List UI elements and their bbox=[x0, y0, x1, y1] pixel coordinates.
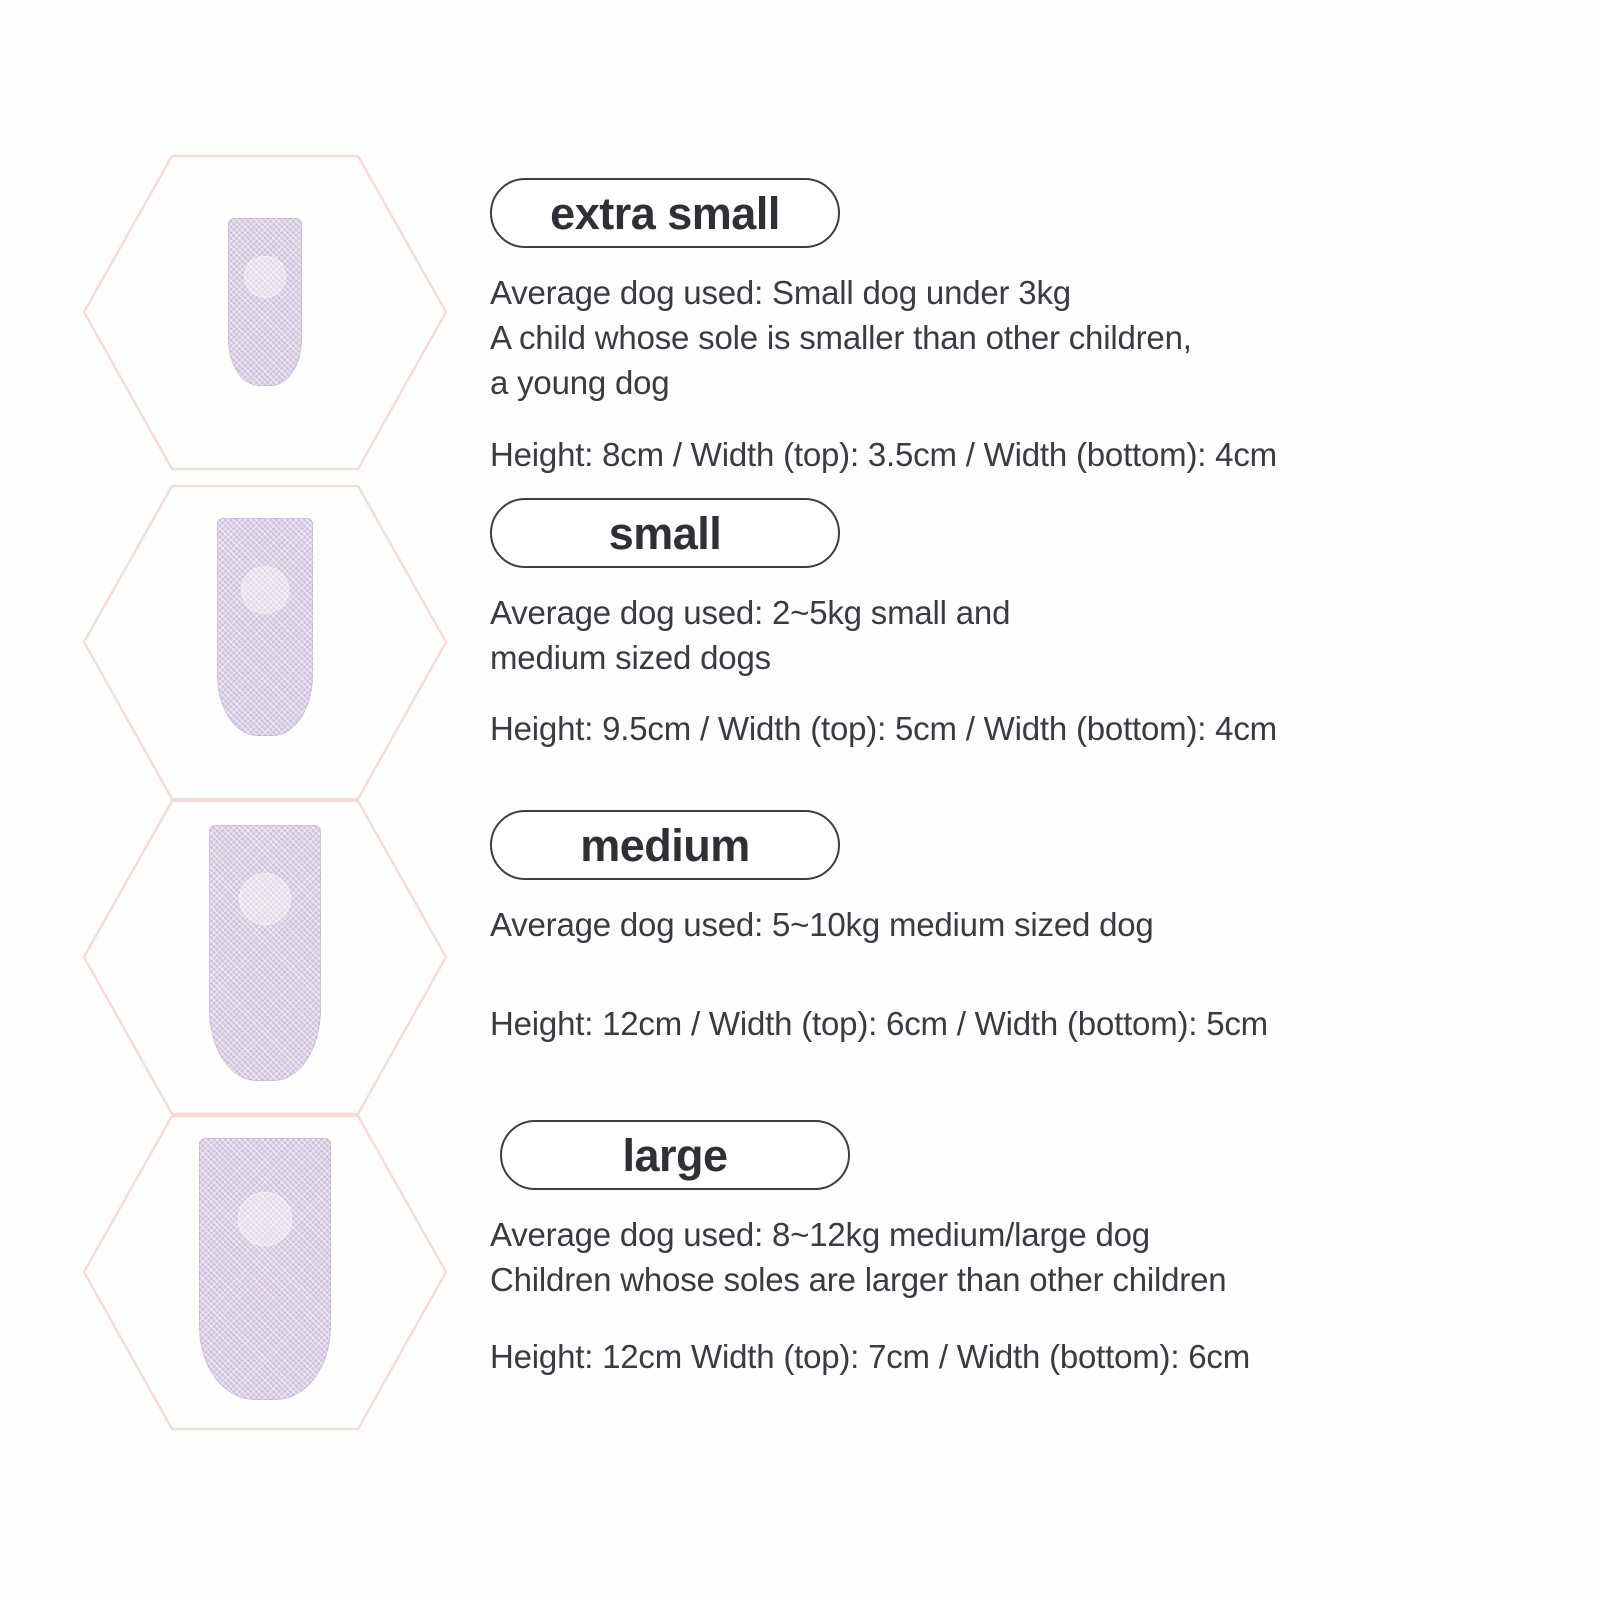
paw-pad-icon-large bbox=[199, 1138, 331, 1400]
description-line: Average dog used: 5~10kg medium sized dog bbox=[490, 906, 1154, 943]
size-badge-extra-small bbox=[490, 178, 840, 248]
description-line: A child whose sole is smaller than other children, bbox=[490, 319, 1192, 357]
illustration-row-small bbox=[70, 470, 460, 815]
size-description-medium bbox=[490, 902, 1550, 947]
size-label: large bbox=[622, 1129, 728, 1181]
size-dimensions-medium: Height: 12cm / Width (top): 6cm / Width (bottom): 5cm bbox=[490, 1005, 1268, 1043]
size-block-small bbox=[490, 498, 1550, 748]
size-block-large bbox=[490, 1120, 1550, 1376]
size-dimensions-extra-small: Height: 8cm / Width (top): 3.5cm / Width (bottom): 4cm bbox=[490, 435, 1277, 473]
size-description-extra-small bbox=[490, 270, 1550, 406]
description-line: Average dog used: Small dog under 3kg bbox=[490, 274, 1071, 311]
illustration-row-large bbox=[70, 1100, 460, 1445]
description-line: a young dog bbox=[490, 364, 670, 402]
size-label: small bbox=[608, 507, 722, 559]
pad-center-dot-icon bbox=[238, 1192, 292, 1246]
size-dimensions-small: Height: 9.5cm / Width (top): 5cm / Width (bottom): 4cm bbox=[490, 710, 1277, 748]
paw-pad-icon-small bbox=[217, 518, 313, 736]
paw-pad-icon-medium bbox=[209, 825, 321, 1081]
size-block-extra-small bbox=[490, 178, 1550, 474]
illustration-column bbox=[70, 140, 460, 1440]
pad-center-dot-icon bbox=[239, 873, 291, 925]
size-description-large bbox=[490, 1212, 1550, 1302]
size-block-medium bbox=[490, 810, 1550, 1043]
illustration-row-medium bbox=[70, 785, 460, 1130]
description-line: Average dog used: 8~12kg medium/large dog bbox=[490, 1216, 1150, 1253]
pad-center-dot-icon bbox=[244, 256, 286, 298]
size-badge-large bbox=[500, 1120, 850, 1190]
size-label: medium bbox=[580, 819, 750, 871]
description-line: Children whose soles are larger than other children bbox=[490, 1261, 1227, 1299]
size-label: extra small bbox=[550, 187, 780, 239]
description-line: Average dog used: 2~5kg small and bbox=[490, 594, 1011, 631]
size-dimensions-large: Height: 12cm Width (top): 7cm / Width (bottom): 6cm bbox=[490, 1338, 1251, 1376]
size-badge-small bbox=[490, 498, 840, 568]
pad-center-dot-icon bbox=[241, 566, 289, 614]
illustration-row-extra-small bbox=[70, 140, 460, 485]
size-description-small bbox=[490, 590, 1550, 680]
description-line: medium sized dogs bbox=[490, 639, 771, 677]
size-badge-medium bbox=[490, 810, 840, 880]
paw-pad-icon-extra-small bbox=[228, 218, 302, 386]
